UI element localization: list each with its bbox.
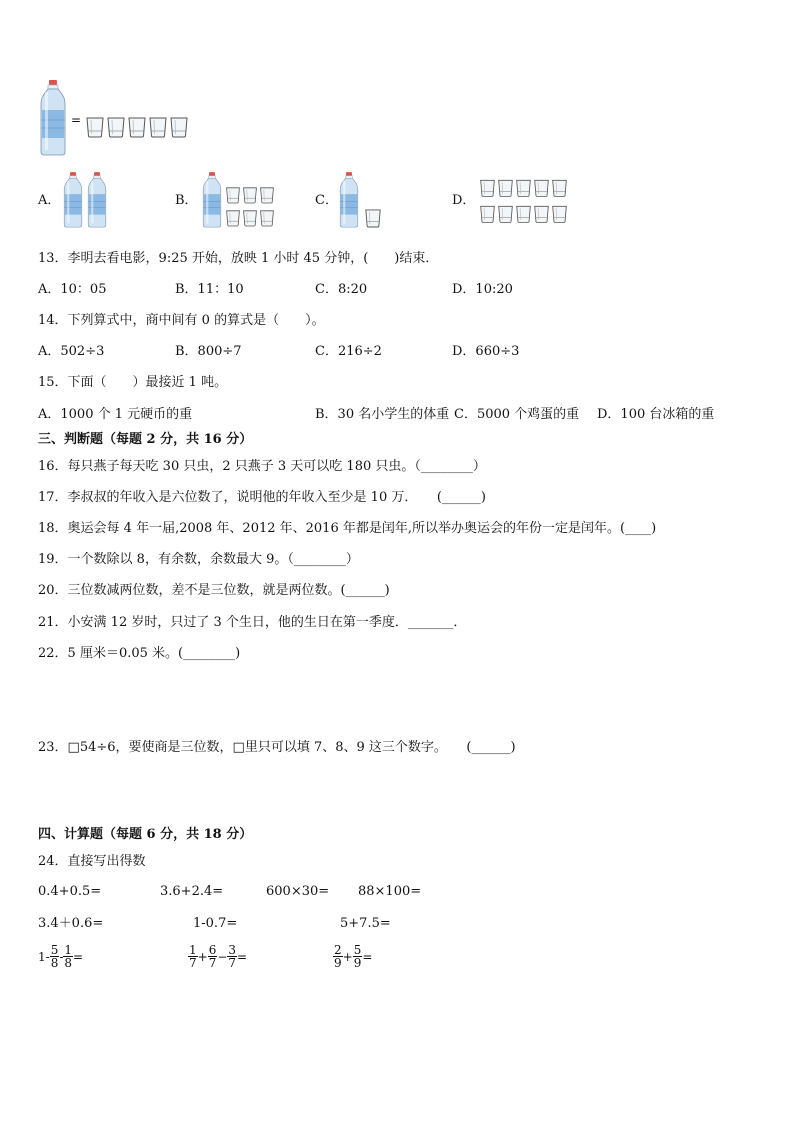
q15-option-b[interactable]: B．30 名小学生的体重 — [315, 407, 450, 422]
q15-option-a[interactable]: A．1000 个 1 元硬币的重 — [38, 407, 193, 422]
equals: = — [362, 949, 373, 964]
glass-icon — [259, 209, 275, 227]
option-a-label[interactable]: A． — [38, 193, 61, 208]
glass-icon — [497, 204, 514, 224]
q14-option-c[interactable]: C．216÷2 — [315, 344, 382, 359]
judge-item-19[interactable]: 19．一个数除以 8，有余数，余数最大 9。（________） — [38, 552, 359, 567]
judge-item-20[interactable]: 20．三位数减两位数，差不是三位数，就是两位数。(______) — [38, 583, 390, 598]
fraction: $\frac{2}{9}$ — [334, 943, 342, 970]
fraction-expression-3[interactable] — [333, 944, 372, 969]
fraction: $\frac{6}{7}$ — [208, 943, 217, 970]
calc-item[interactable]: 88×100= — [358, 884, 422, 899]
glass-icon — [533, 204, 550, 224]
judge-item-22[interactable]: 22．5 厘米＝0.05 米。(________) — [38, 646, 241, 661]
glass-icon — [225, 186, 241, 204]
expr-text: 1- — [38, 949, 50, 964]
glass-icon — [242, 186, 258, 204]
judge-item-21[interactable]: 21．小安满 12 岁时，只过了 3 个生日，他的生日在第一季度．_______． — [38, 615, 467, 630]
q15-stem: 15．下面（ ）最接近 1 吨。 — [38, 375, 228, 390]
glass-icon — [169, 116, 189, 138]
glass-icon — [225, 209, 241, 227]
fraction: $\frac{5}{9}$ — [353, 943, 362, 970]
glass-icon — [479, 204, 496, 224]
glass-icon — [106, 116, 126, 138]
fraction-expression-2[interactable] — [188, 944, 247, 969]
calc-item[interactable]: 1-0.7= — [193, 916, 238, 931]
glass-icon — [551, 204, 568, 224]
glass-icon — [551, 178, 568, 198]
equals: = — [73, 949, 84, 964]
glass-icon — [515, 178, 532, 198]
judge-item-17[interactable]: 17．李叔叔的年收入是六位数了，说明他的年收入至少是 10 万． (______) — [38, 490, 486, 505]
q14-option-d[interactable]: D．660÷3 — [452, 344, 520, 359]
water-bottle-icon — [86, 170, 108, 230]
calc-item[interactable]: 600×30= — [266, 884, 330, 899]
q15-option-c[interactable]: C．5000 个鸡蛋的重 — [454, 407, 580, 422]
calc-item[interactable]: 0.4+0.5= — [38, 884, 102, 899]
judge-item-23[interactable]: 23．□54÷6，要使商是三位数，□里只可以填 7、8、9 这三个数字。 (______) — [38, 740, 516, 755]
glass-icon — [497, 178, 514, 198]
q13-option-c[interactable]: C．8:20 — [315, 282, 368, 297]
equals: = — [237, 949, 248, 964]
q13-option-a[interactable]: A．10：05 — [38, 282, 107, 297]
glass-icon — [364, 208, 382, 228]
water-bottle-icon — [201, 170, 223, 230]
operator: + — [342, 949, 353, 964]
operator: + — [197, 949, 208, 964]
water-bottle-icon — [38, 80, 68, 156]
option-d-label[interactable]: D． — [452, 193, 476, 208]
q13-option-d[interactable]: D．10:20 — [452, 282, 513, 297]
glass-icon — [259, 186, 275, 204]
fraction: $\frac{1}{7}$ — [189, 943, 197, 970]
q14-option-b[interactable]: B．800÷7 — [175, 344, 242, 359]
calc-item[interactable]: 3.4＋0.6= — [38, 916, 104, 931]
glass-icon — [242, 209, 258, 227]
q14-option-a[interactable]: A．502÷3 — [38, 344, 105, 359]
operator: - — [59, 949, 64, 964]
section-3-heading: 三、判断题（每题 2 分，共 16 分） — [38, 432, 253, 447]
judge-item-18[interactable]: 18．奥运会每 4 年一届,2008 年、2012 年、2016 年都是闰年,所以举办奥运会的年份一定是闰年。(____) — [38, 521, 657, 536]
judge-item-16[interactable]: 16．每只燕子每天吃 30 只虫，2 只燕子 3 天可以吃 180 只虫。（________） — [38, 459, 486, 474]
option-c-label[interactable]: C． — [315, 193, 338, 208]
fraction: $\frac{5}{8}$ — [50, 943, 59, 970]
equals-sign: = — [71, 113, 82, 127]
q13-stem: 13．李明去看电影，9:25 开始，放映 1 小时 45 分钟，( )结束． — [38, 251, 439, 266]
fraction: $\frac{1}{8}$ — [64, 943, 73, 970]
glass-icon — [85, 116, 105, 138]
glass-icon — [533, 178, 550, 198]
section-4-heading: 四、计算题（每题 6 分，共 18 分） — [38, 827, 253, 842]
glass-icon — [127, 116, 147, 138]
operator: − — [217, 949, 228, 964]
option-b-label[interactable]: B． — [175, 193, 198, 208]
q24-stem: 24．直接写出得数 — [38, 854, 146, 869]
q15-option-d[interactable]: D．100 台冰箱的重 — [597, 407, 715, 422]
fraction-expression-1[interactable] — [38, 944, 83, 969]
q13-option-b[interactable]: B．11：10 — [175, 282, 244, 297]
glass-icon — [148, 116, 168, 138]
water-bottle-icon — [62, 170, 84, 230]
fraction: $\frac{3}{7}$ — [228, 943, 237, 970]
water-bottle-icon — [338, 170, 360, 230]
q14-stem: 14．下列算式中，商中间有 0 的算式是（ ）。 — [38, 313, 325, 328]
calc-item[interactable]: 3.6+2.4= — [160, 884, 224, 899]
calc-item[interactable]: 5+7.5= — [340, 916, 391, 931]
glass-icon — [515, 204, 532, 224]
glass-icon — [479, 178, 496, 198]
